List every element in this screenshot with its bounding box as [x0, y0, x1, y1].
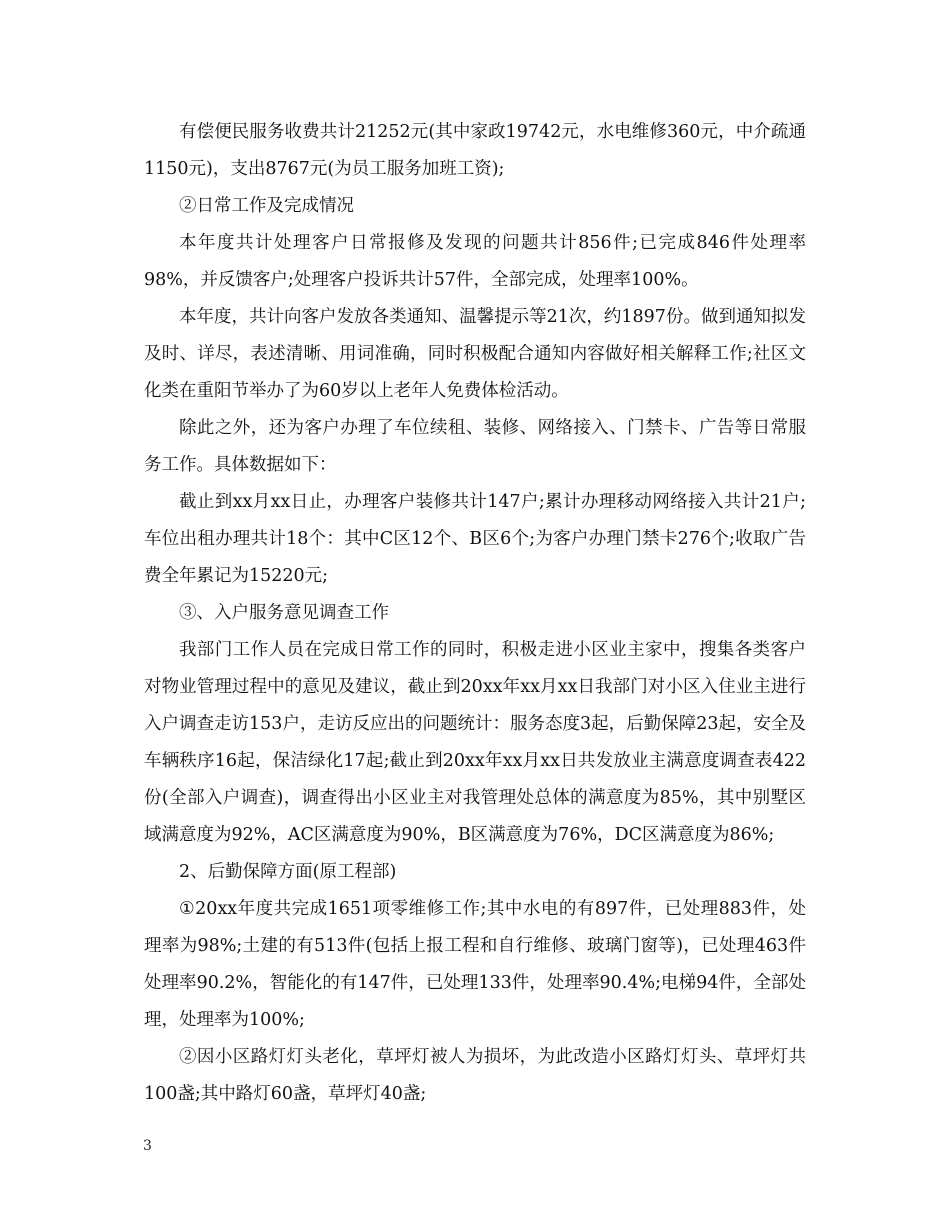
paragraph-survey: 我部门工作人员在完成日常工作的同时，积极走进小区业主家中，搜集各类客户对物业管理过程中的意见及建议，截止到20xx年xx月xx日我部门对小区入住业主进行入户调查走访153户，走访反应出的问题统计：服务态度3起，后勤保障23起，安全及车辆秩序16起，保洁绿化17起;截止到20xx年xx月xx日共发放业主满意度调查表422份(全部入户调查)，调查得出小区业主对我管理处总体的满意度为85%，其中别墅区域满意度为92%，AC区满意度为90%，B区满意度为76%，DC区满意度为86%; [144, 640, 806, 845]
page-number: 3 [143, 1138, 152, 1154]
document-body [144, 114, 806, 1113]
paragraph-lighting: ②因小区路灯灯头老化，草坪灯被人为损坏，为此改造小区路灯灯头、草坪灯共100盏;其中路灯60盏，草坪灯40盏; [144, 1047, 806, 1104]
paragraph-repairs: 本年度共计处理客户日常报修及发现的问题共计856件;已完成846件处理率98%，并反馈客户;处理客户投诉共计57件，全部完成，处理率100%。 [144, 233, 806, 290]
section-heading-logistics: 2、后勤保障方面(原工程部) [179, 862, 397, 882]
paragraph-service-fees: 有偿便民服务收费共计21252元(其中家政19742元，水电维修360元，中介疏通1150元)，支出8767元(为员工服务加班工资); [144, 122, 806, 179]
paragraph-notices: 本年度，共计向客户发放各类通知、温馨提示等21次，约1897份。做到通知拟发及时、详尽，表述清晰、用词准确，同时积极配合通知内容做好相关解释工作;社区文化类在重阳节举办了为60岁以上老年人免费体检活动。 [144, 307, 806, 401]
paragraph-service-data: 截止到xx月xx日止，办理客户装修共计147户;累计办理移动网络接入共计21户;车位出租办理共计18个：其中C区12个、B区6个;为客户办理门禁卡276个;收取广告费全年累记为15220元; [144, 492, 807, 586]
paragraph-other-services: 除此之外，还为客户办理了车位续租、装修、网络接入、门禁卡、广告等日常服务工作。具体数据如下： [144, 418, 806, 475]
section-heading-daily-work: ②日常工作及完成情况 [179, 196, 354, 216]
section-heading-survey: ③、入户服务意见调查工作 [179, 603, 389, 623]
paragraph-maintenance: ①20xx年度共完成1651项零维修工作;其中水电的有897件，已处理883件，处理率为98%;土建的有513件(包括上报工程和自行维修、玻璃门窗等)，已处理463件处理率90.2%，智能化的有147件，已处理133件，处理率90.4%;电梯94件，全部处理，处理率为100%; [144, 899, 806, 1030]
